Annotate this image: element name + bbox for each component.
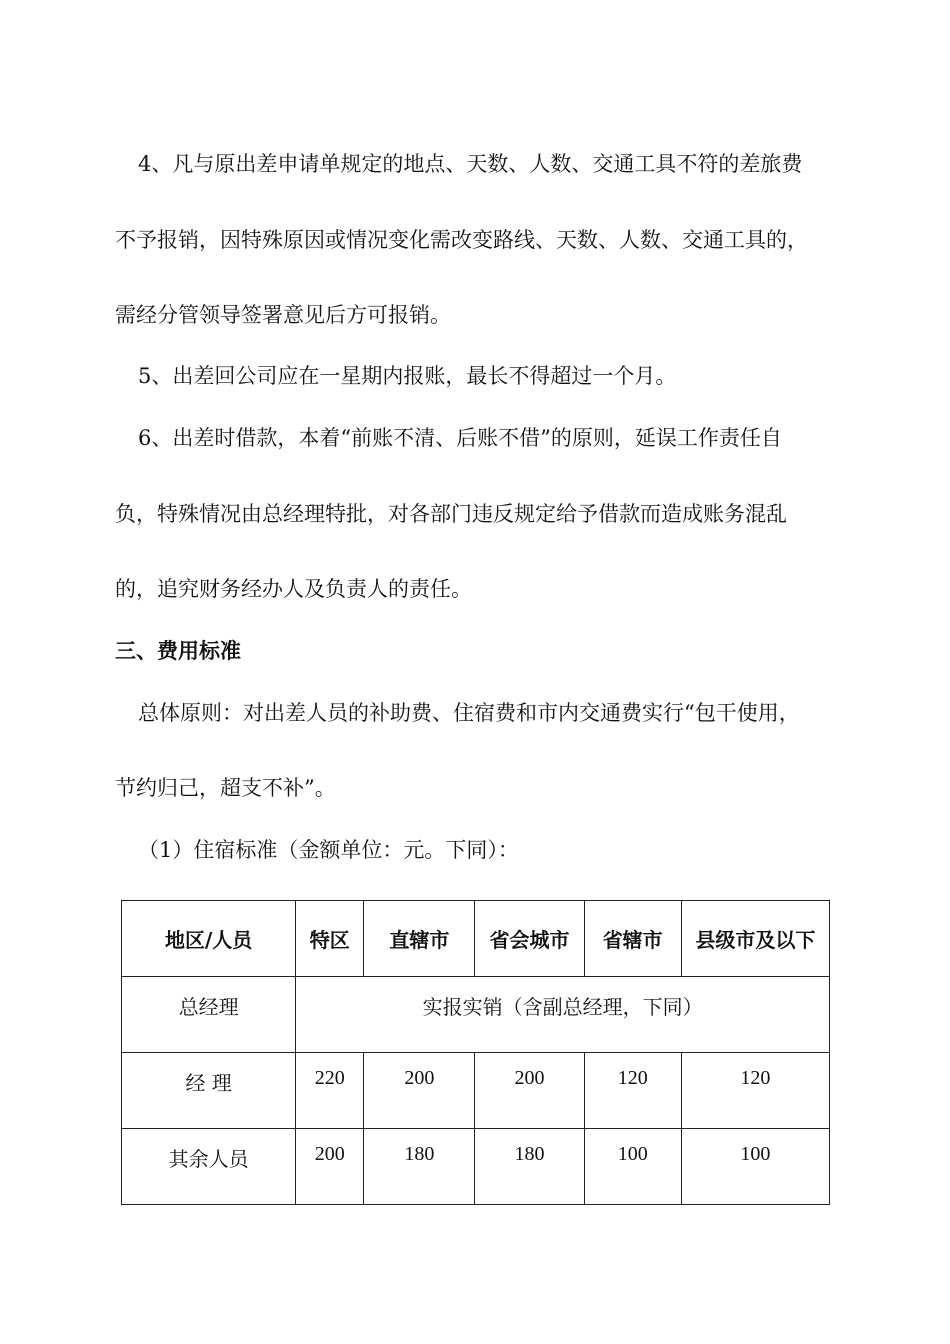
paragraph-5-line-1: 5、出差回公司应在一星期内报账，最长不得超过一个月。 (138, 364, 677, 388)
row-label: 经 理 (122, 1053, 296, 1129)
table-cell: 200 (475, 1053, 584, 1129)
table-cell: 200 (364, 1053, 475, 1129)
table-cell: 220 (296, 1053, 364, 1129)
row-label: 其余人员 (122, 1129, 296, 1205)
header-cell: 省辖市 (584, 901, 681, 977)
paragraph-6-line-3: 的，追究财务经办人及负责人的责任。 (115, 577, 472, 601)
principle-line-2: 节约归己，超支不补”。 (115, 776, 336, 800)
table-cell: 120 (584, 1053, 681, 1129)
header-cell: 直辖市 (364, 901, 475, 977)
paragraph-4-line-2: 不予报销，因特殊原因或情况变化需改变路线、天数、人数、交通工具的， (115, 228, 808, 252)
paragraph-4-line-1: 4、凡与原出差申请单规定的地点、天数、人数、交通工具不符的差旅费 (138, 152, 803, 176)
table-cell: 100 (681, 1129, 829, 1205)
paragraph-6-line-1: 6、出差时借款，本着“前账不清、后账不借”的原则，延误工作责任自 (138, 426, 782, 450)
header-cell: 特区 (296, 901, 364, 977)
table-row (122, 1129, 830, 1205)
table-cell: 200 (296, 1129, 364, 1205)
table-row (122, 977, 830, 1053)
paragraph-4-line-3: 需经分管领导签署意见后方可报销。 (115, 303, 451, 327)
table-cell: 100 (584, 1129, 681, 1205)
table-cell: 180 (364, 1129, 475, 1205)
table-caption: （1）住宿标准（金额单位：元。下同）： (138, 838, 519, 862)
row-label: 总经理 (122, 977, 296, 1053)
section-heading: 三、费用标准 (115, 639, 241, 663)
merged-cell: 实报实销（含副总经理，下同） (296, 977, 830, 1053)
lodging-standard-table (121, 900, 830, 1205)
header-cell: 县级市及以下 (681, 901, 829, 977)
header-cell: 地区/人员 (122, 901, 296, 977)
paragraph-6-line-2: 负，特殊情况由总经理特批，对各部门违反规定给予借款而造成账务混乱 (115, 502, 787, 526)
table-row (122, 1053, 830, 1129)
table-cell: 120 (681, 1053, 829, 1129)
principle-line-1: 总体原则：对出差人员的补助费、住宿费和市内交通费实行“包干使用， (138, 701, 800, 725)
header-cell: 省会城市 (475, 901, 584, 977)
table-header-row (122, 901, 830, 977)
table-cell: 180 (475, 1129, 584, 1205)
